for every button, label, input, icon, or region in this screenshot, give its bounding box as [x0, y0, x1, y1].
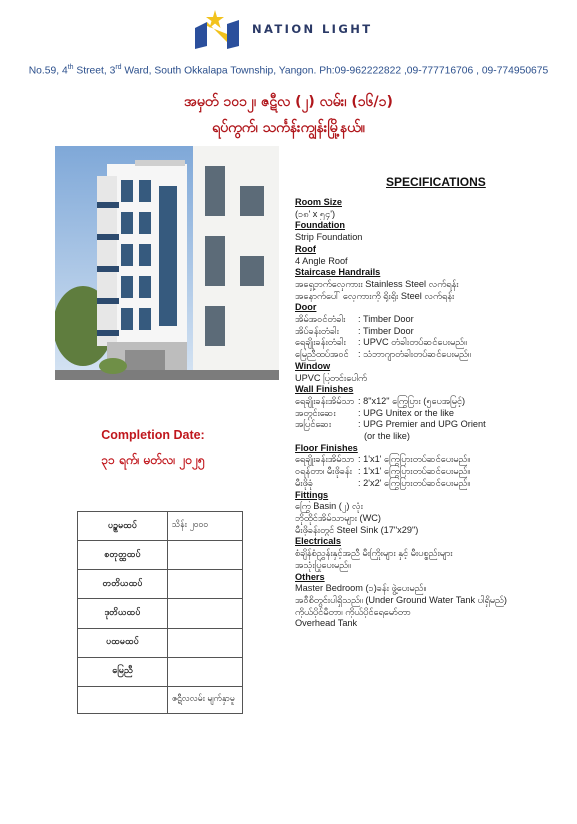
spec-line: အသုံးပြုပေးမည်။: [295, 559, 351, 570]
spec-key: မီးဖိုခုံ: [295, 477, 313, 488]
spec-heading: Foundation: [295, 220, 346, 231]
spec-key: ရေချိုးခန်းတံခါး: [295, 337, 346, 348]
spec-heading: Others: [295, 571, 325, 582]
spec-key: ရေချိုးခန်းအိမ်သာ: [295, 454, 355, 465]
spec-heading: Floor Finishes: [295, 442, 358, 453]
spec-value: : 1'x1' ကြွေပြားတပ်ဆင်ပေးမည်။: [358, 454, 471, 465]
property-address-line2: ရပ်ကွက်၊ သင်္ကန်းကျွန်းမြို့နယ်။: [212, 120, 365, 136]
spec-line: အရှေ့ဘက်လှေကားး Stainless Steel လက်ရန်း: [295, 278, 459, 289]
spec-value: : UPG Premier and UPG Orient: [358, 419, 486, 430]
building-photo: [55, 146, 279, 380]
spec-key: မြေညီထပ်အဝင်: [295, 349, 349, 360]
logo-n-shape: [195, 22, 207, 49]
spec-key: [295, 431, 358, 443]
floor-name: ပဉ္စမထပ်: [78, 512, 168, 541]
spec-line: Strip Foundation: [295, 232, 363, 243]
spec-line: အနောက်ပေါ် လှေကားကို ရိုးရိုး Steel လက်ရန်း: [295, 290, 455, 301]
property-address-line1: အမှတ် ၁၀၁၂၊ ဇဋီလ (၂) လမ်း၊ (၁၆/၁): [184, 94, 393, 110]
spec-heading: Wall Finishes: [295, 384, 354, 395]
spec-key: အတွင်းဆေး: [295, 407, 336, 418]
spec-value: (or the like): [364, 431, 410, 442]
spec-heading: Staircase Handrails: [295, 267, 381, 278]
spec-heading: Fittings: [295, 489, 329, 500]
spec-heading: Door: [295, 302, 317, 313]
spec-pair: [295, 454, 571, 466]
spec-line: အဝီစိတွင်းပါရှိသည်။ (Under Ground Water Tank ပါရှိမည်): [295, 594, 507, 605]
spec-line: ဘိုထိုင်အိမ်သာများ (WC): [295, 512, 381, 523]
table-row: [78, 541, 243, 570]
floor-value: ဇဋီလလမ်း မျက်နှာမူ: [168, 686, 243, 713]
spec-line: ကြွေ Basin (၂) လုံး: [295, 501, 363, 512]
floor-value: [168, 541, 243, 570]
spec-value: : UPVC တံခါးတပ်ဆင်ပေးမည်။: [358, 337, 467, 348]
spec-value: : UPG Unitex or the like: [358, 407, 454, 418]
specifications-list: [295, 197, 571, 630]
spec-key: အိမ်အဝင်တံခါး: [295, 314, 346, 325]
spec-value: : 8"x12" ကြွေပြား (၅ပေအမြင့်): [358, 395, 466, 406]
floor-name: စတုတ္ထထပ်: [78, 541, 168, 570]
spec-pair: [295, 349, 571, 361]
spec-pair: [295, 337, 571, 349]
floor-name: ဒုတိယထပ်: [78, 599, 168, 628]
spec-value: : Timber Door: [358, 325, 414, 336]
table-row: [78, 570, 243, 599]
floor-value: [168, 657, 243, 686]
spec-key: အပြင်ဆေး: [295, 419, 332, 430]
floor-value: သိန်း ၂၀၀၀: [168, 512, 243, 541]
spec-pair: [295, 431, 571, 443]
completion-date-label: Completion Date:: [101, 428, 205, 442]
table-row: [78, 686, 243, 713]
brand-name: NATION LIGHT: [252, 22, 373, 36]
company-address: No.59, 4th Street, 3rd Ward, South Okkalapa Township, Yangon. Ph:09-962222822 ,09-777716706 , 09-774950675: [28, 64, 549, 77]
spec-heading: Roof: [295, 243, 316, 254]
nation-light-logo: [193, 8, 253, 50]
floor-value: [168, 570, 243, 599]
table-row: [78, 657, 243, 686]
spec-line: ကိုယ်ပိုင်မီတာ၊ ကိုယ်ပိုင်ရေမော်တာ: [295, 606, 411, 617]
spec-heading: Electricals: [295, 536, 341, 547]
table-row: [78, 599, 243, 628]
spec-pair: [295, 419, 571, 431]
spec-heading: Window: [295, 360, 331, 371]
floor-price-table: [77, 511, 243, 714]
completion-date-value: ၃၁ ရက်၊ မတ်လ၊ ၂၀၂၅: [101, 453, 205, 467]
spec-line: (၁၈' x ၅၄'): [295, 208, 336, 219]
floor-value: [168, 599, 243, 628]
floor-value: [168, 628, 243, 657]
spec-line: UPVC ပြတင်းပေါက်: [295, 372, 368, 383]
spec-heading: Room Size: [295, 197, 342, 207]
spec-line: စံချိန်စံညွှန်းနှင့်အညီ မီးကြိုးများ နှင့် မီးပစ္စည်းများ: [295, 548, 453, 559]
spec-value: : 2'x2' ကြွေပြားတပ်ဆင်ပေးမည်။: [358, 477, 471, 488]
spec-value: : Timber Door: [358, 314, 414, 325]
spec-key: ဝရန်တာ၊ မီးဖိုခန်း: [295, 466, 353, 477]
spec-pair: [295, 478, 571, 490]
table-row: [78, 628, 243, 657]
spec-value: : 1'x1' ကြွေပြားတပ်ဆင်ပေးမည်။: [358, 466, 471, 477]
specifications-title: SPECIFICATIONS: [386, 175, 486, 189]
floor-name: [78, 686, 168, 713]
spec-key: အိပ်ခန်းတံခါး: [295, 325, 339, 336]
table-row: [78, 512, 243, 541]
floor-name: ပထမထပ်: [78, 628, 168, 657]
spec-line: Overhead Tank: [295, 618, 358, 629]
spec-pair: [295, 314, 571, 326]
floor-name: တတိယထပ်: [78, 570, 168, 599]
spec-line: မီးဖိုခန်းတွင် Steel Sink (17"x29"): [295, 524, 419, 535]
logo-l-shape: [227, 20, 239, 49]
spec-pair: [295, 466, 571, 478]
spec-key: ရေချိုးခန်းအိမ်သာ: [295, 395, 355, 406]
spec-pair: [295, 326, 571, 338]
spec-line: Master Bedroom (၁)ခန်း ဖွဲ့ပေးမည်။: [295, 583, 427, 594]
spec-line: 4 Angle Roof: [295, 255, 348, 266]
floor-name: မြေညီ: [78, 657, 168, 686]
spec-value: : သံဘာဂျာတံခါးတပ်ဆင်ပေးမည်။: [358, 349, 471, 360]
spec-pair: [295, 408, 571, 420]
spec-pair: [295, 396, 571, 408]
